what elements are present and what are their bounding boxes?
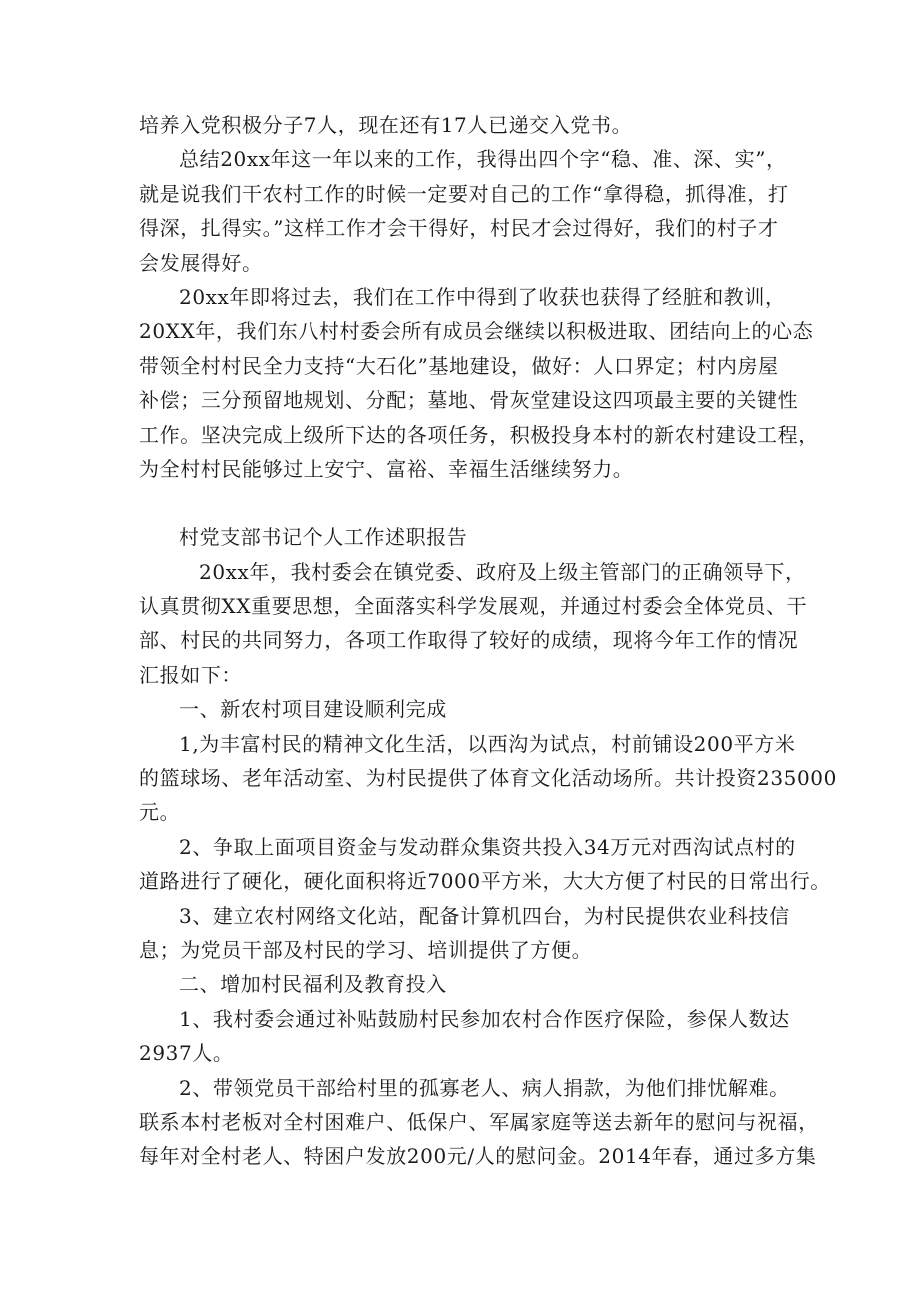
section-heading: 二、增加村民福利及教育投入 xyxy=(179,972,447,997)
text-line: 认真贯彻XX重要思想，全面落实科学发展观，并通过村委会全体党员、干 xyxy=(139,594,808,619)
text-line: 部、村民的共同努力，各项工作取得了较好的成绩，现将今年工作的情况 xyxy=(139,628,799,653)
text-line: 息；为党员干部及村民的学习、培训提供了方便。 xyxy=(139,937,593,962)
text-line: 2、带领党员干部给村里的孤寡老人、病人捐款，为他们排忧解难。 xyxy=(179,1075,790,1100)
text-line: 补偿；三分预留地规划、分配；墓地、骨灰堂建设这四项最主要的关键性 xyxy=(139,388,799,413)
text-line: 总结20xx年这一年以来的工作，我得出四个字“稳、准、深、实”， xyxy=(179,147,787,172)
text-line: 就是说我们干农村工作的时候一定要对自己的工作“拿得稳，抓得准，打 xyxy=(139,181,789,206)
text-line: 得深，扎得实。”这样工作才会干得好，村民才会过得好，我们的村子才 xyxy=(139,216,779,241)
text-line: 的篮球场、老年活动室、为村民提供了体育文化活动场所。共计投资235000 xyxy=(139,766,837,791)
text-line: 20xx年即将过去，我们在工作中得到了收获也获得了经脏和教训， xyxy=(179,284,786,309)
text-line: 道路进行了硬化，硬化面积将近7000平方米，大大方便了村民的日常出行。 xyxy=(139,869,831,894)
text-line: 会发展得好。 xyxy=(139,250,263,275)
text-line: 工作。坚决完成上级所下达的各项任务，积极投身本村的新农村建设工程， xyxy=(139,422,819,447)
text-line: 2、争取上面项目资金与发动群众集资共投入34万元对西沟试点村的 xyxy=(179,834,796,859)
text-line: 3、建立农村网络文化站，配备计算机四台，为村民提供农业科技信 xyxy=(179,903,790,928)
paragraph-gap xyxy=(139,486,791,520)
document-page xyxy=(139,108,837,1174)
text-line: 2937人。 xyxy=(139,1041,234,1066)
text-line: 培养入党积极分子7人，现在还有17人已递交入党书。 xyxy=(139,113,633,137)
text-line: 20XX年，我们东八村村委会所有成员会继续以积极进取、团结向上的心态 xyxy=(139,319,814,344)
text-line: 1、我村委会通过补贴鼓励村民参加农村合作医疗保险，参保人数达 xyxy=(179,1006,790,1031)
text-line: 带领全村村民全力支持“大石化”基地建设，做好：人口界定；村内房屋 xyxy=(139,353,779,378)
text-line: 每年对全村老人、特困户发放200元/人的慰问金。2014年春，通过多方集 xyxy=(139,1144,817,1169)
text-line: 联系本村老板对全村困难户、低保户、军属家庭等送去新年的慰问与祝福， xyxy=(139,1109,819,1134)
section-heading: 一、新农村项目建设顺利完成 xyxy=(179,697,447,722)
text-line: 汇报如下： xyxy=(139,662,242,687)
text-line: 20xx年，我村委会在镇党委、政府及上级主管部门的正确领导下， xyxy=(199,559,806,584)
report-title: 村党支部书记个人工作述职报告 xyxy=(179,525,468,550)
text-line: 为全村村民能够过上安宁、富裕、幸福生活继续努力。 xyxy=(139,456,634,481)
text-line: 1,为丰富村民的精神文化生活，以西沟为试点，村前铺设200平方米 xyxy=(179,731,796,756)
text-line: 元。 xyxy=(139,800,181,825)
